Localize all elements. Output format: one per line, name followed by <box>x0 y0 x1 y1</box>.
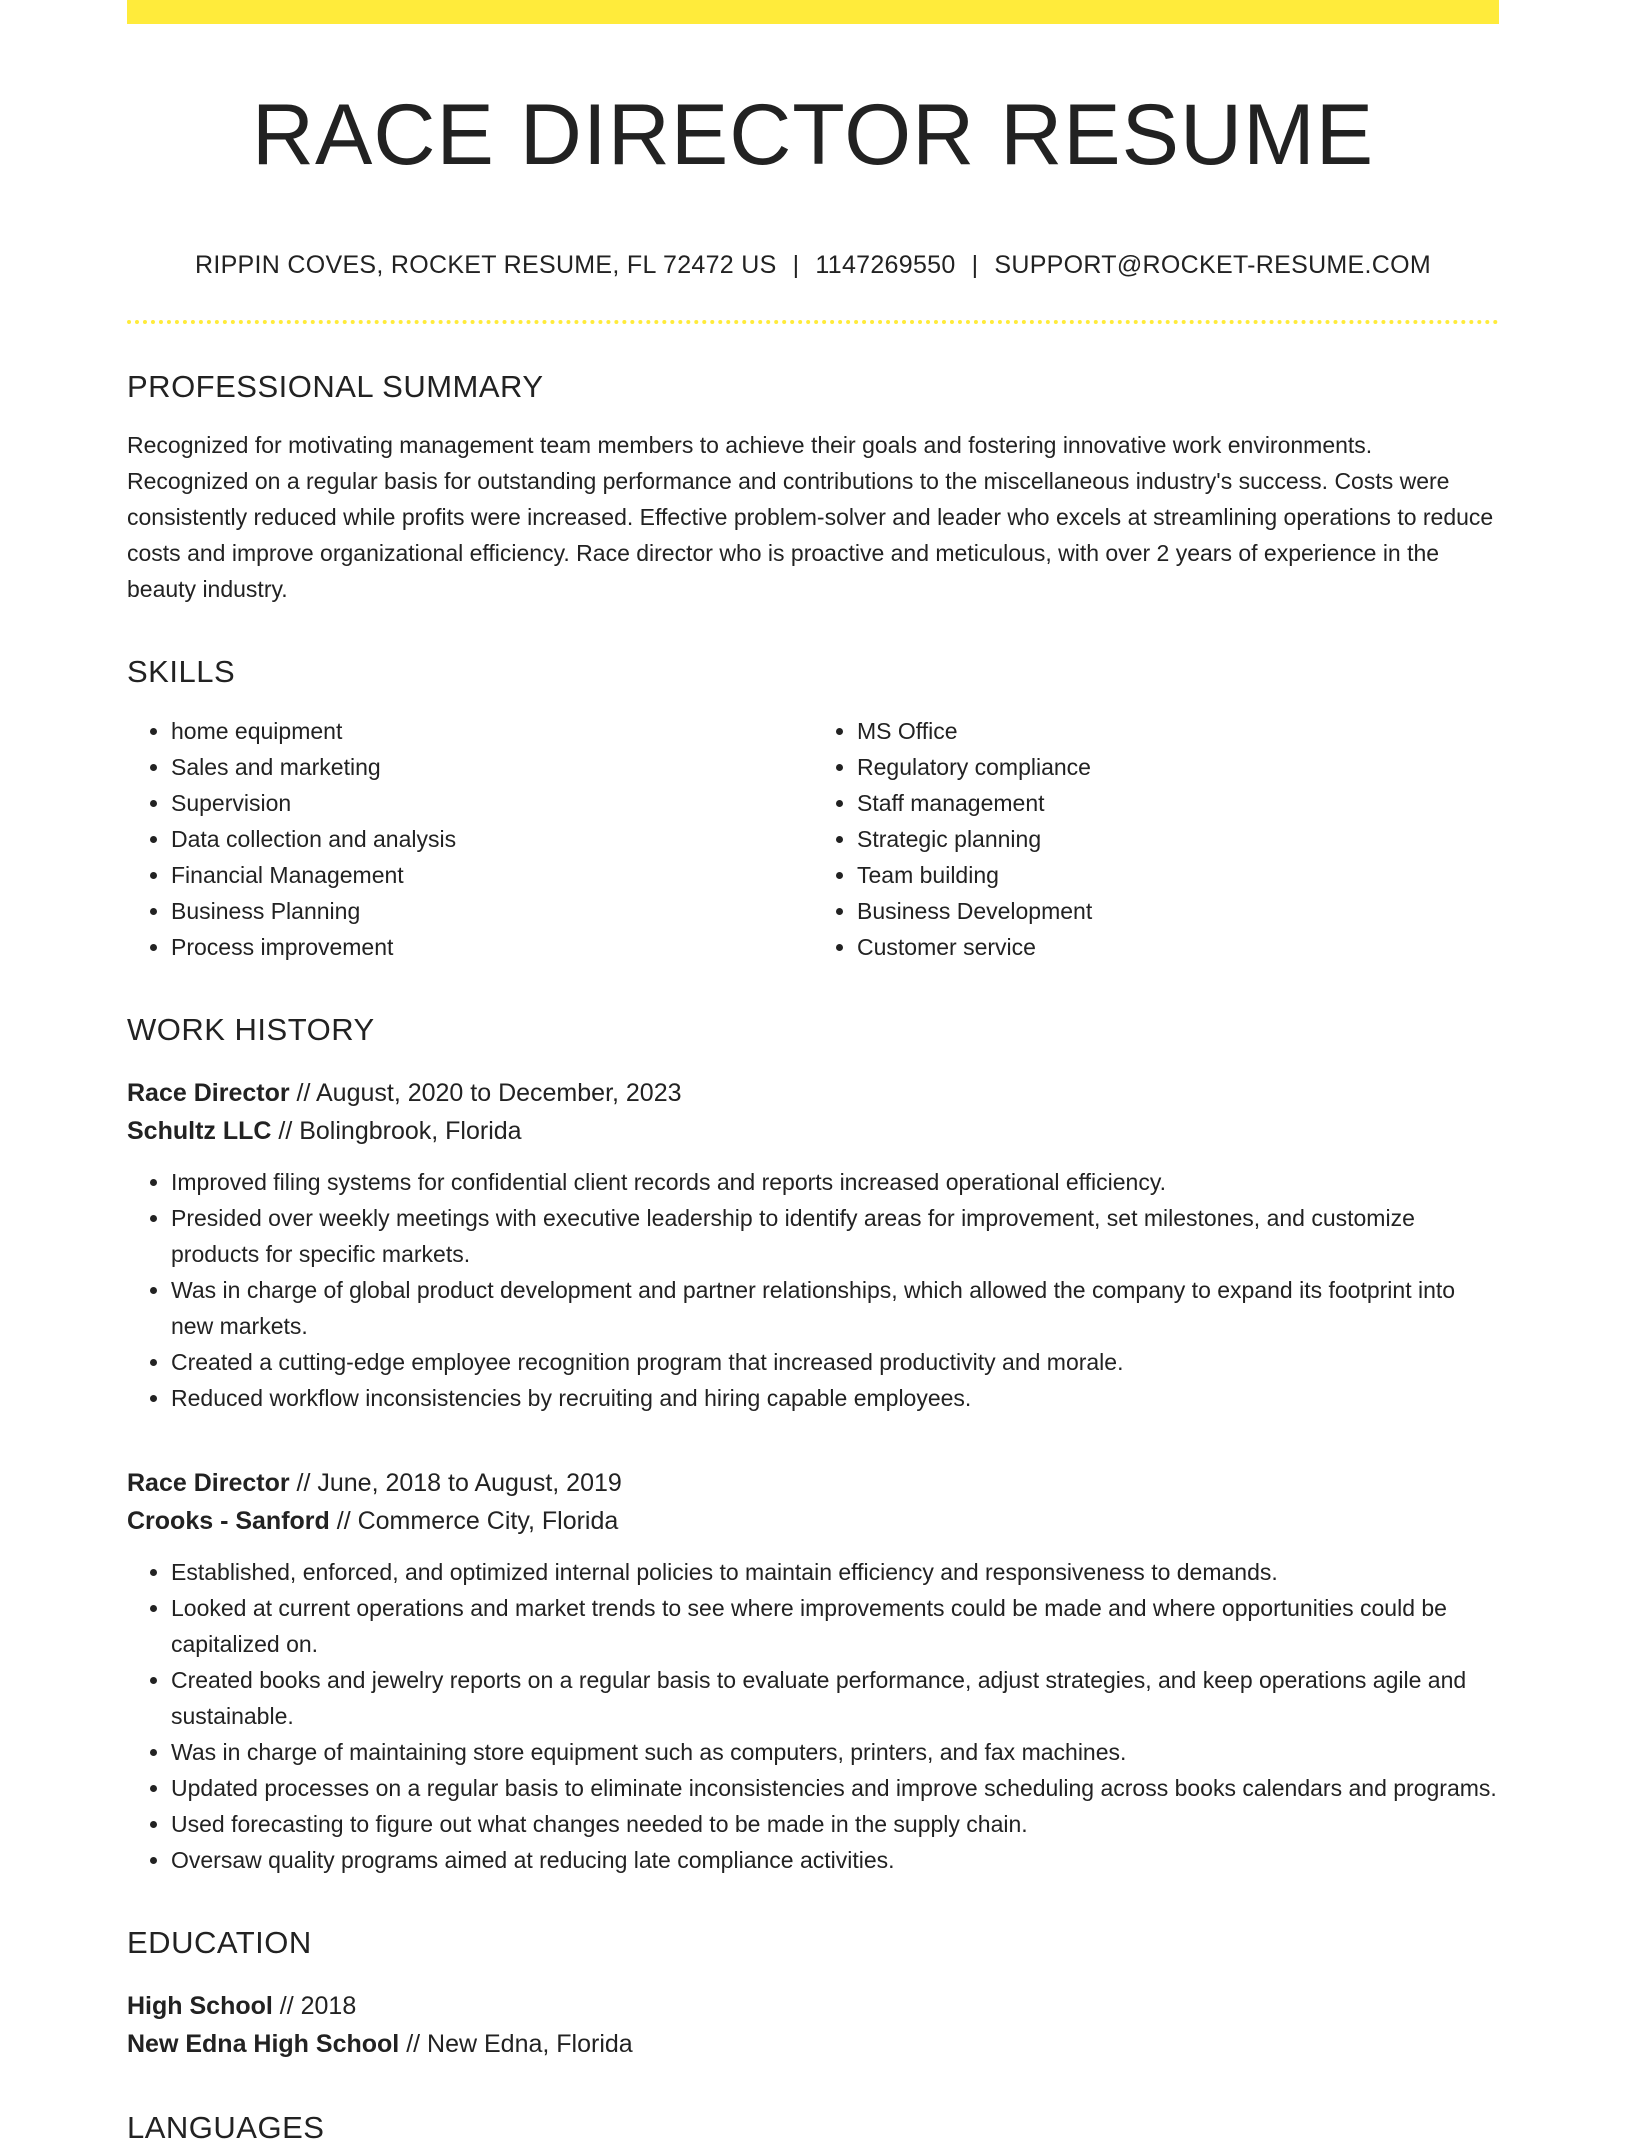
top-accent-bar <box>127 0 1499 24</box>
graduation-year: // 2018 <box>279 1991 357 2020</box>
skill-item: • Staff management <box>857 785 1499 821</box>
degree: High School <box>127 1991 273 2020</box>
skill-item: • Business Development <box>857 893 1499 929</box>
skill-item: • MS Office <box>857 713 1499 749</box>
duty-item: • Created books and jewelry reports on a regular basis to evaluate performance, adjust strategies, and keep operations agile and sustainable. <box>171 1662 1499 1734</box>
phone: 1147269550 <box>815 251 956 280</box>
languages-heading: LANGUAGES <box>127 2109 325 2145</box>
job-company-line <box>127 1112 1499 1150</box>
resume-title: RACE DIRECTOR RESUME <box>251 87 1375 183</box>
duty-item: • Presided over weekly meetings with executive leadership to identify areas for improvement, set milestones, and customize products for specific markets. <box>171 1200 1499 1272</box>
job-role-line <box>127 1074 1499 1112</box>
job-duties <box>127 1164 1499 1416</box>
skills-column-right <box>813 713 1499 965</box>
skill-item: • Strategic planning <box>857 821 1499 857</box>
summary-text: Recognized for motivating management team members to achieve their goals and fostering innovative work environments. Recognized on a regular basis for outstanding performance and contributions to the miscellaneous industry's success. Costs were consistently reduced while profits were increased. Effective problem-solver and leader who excels at streamlining operations to reduce costs and improve organizational efficiency. Race director who is proactive and meticulous, with over 2 years of experience in the beauty industry. <box>127 432 1494 603</box>
resume-page <box>127 0 1499 2146</box>
job-location: // Bolingbrook, Florida <box>278 1116 522 1145</box>
school-location: // New Edna, Florida <box>406 2029 633 2058</box>
contact-separator: | <box>971 251 979 280</box>
education-entry <box>127 1987 1499 2063</box>
skill-item: • Regulatory compliance <box>857 749 1499 785</box>
contact-separator: | <box>792 251 800 280</box>
duty-item: • Used forecasting to figure out what changes needed to be made in the supply chain. <box>171 1806 1499 1842</box>
summary-heading: PROFESSIONAL SUMMARY <box>127 369 544 405</box>
skills-heading: SKILLS <box>127 654 236 690</box>
contact-line <box>127 251 1499 280</box>
skill-item: • Financial Management <box>171 857 813 893</box>
duty-item: • Reduced workflow inconsistencies by recruiting and hiring capable employees. <box>171 1380 1499 1416</box>
education-heading: EDUCATION <box>127 1924 312 1960</box>
skill-item: • Team building <box>857 857 1499 893</box>
duty-item: • Looked at current operations and market trends to see where improvements could be made and where opportunities could be capitalized on. <box>171 1590 1499 1662</box>
job-title: Race Director <box>127 1078 290 1107</box>
duty-item: • Improved filing systems for confidential client records and reports increased operational efficiency. <box>171 1164 1499 1200</box>
job-dates: // August, 2020 to December, 2023 <box>296 1078 682 1107</box>
job-duties <box>127 1554 1499 1878</box>
duty-item: • Was in charge of maintaining store equipment such as computers, printers, and fax machines. <box>171 1734 1499 1770</box>
job-entry <box>127 1464 1499 1878</box>
skill-item: • Business Planning <box>171 893 813 929</box>
school-name: New Edna High School <box>127 2029 400 2058</box>
company-name: Crooks - Sanford <box>127 1506 330 1535</box>
duty-item: • Was in charge of global product development and partner relationships, which allowed the company to expand its footprint into new markets. <box>171 1272 1499 1344</box>
duty-item: • Updated processes on a regular basis to eliminate inconsistencies and improve scheduling across books calendars and programs. <box>171 1770 1499 1806</box>
skill-item: • home equipment <box>171 713 813 749</box>
email: SUPPORT@ROCKET-RESUME.COM <box>994 251 1432 280</box>
duty-item: • Established, enforced, and optimized internal policies to maintain efficiency and responsiveness to demands. <box>171 1554 1499 1590</box>
skills-list <box>127 713 1499 965</box>
skill-item: • Sales and marketing <box>171 749 813 785</box>
duty-item: • Oversaw quality programs aimed at reducing late compliance activities. <box>171 1842 1499 1878</box>
dotted-divider <box>127 320 1499 324</box>
job-company-line <box>127 1502 1499 1540</box>
job-title: Race Director <box>127 1468 290 1497</box>
skill-item: • Supervision <box>171 785 813 821</box>
duty-item: • Created a cutting-edge employee recognition program that increased productivity and morale. <box>171 1344 1499 1380</box>
degree-line <box>127 1987 1499 2025</box>
job-dates: // June, 2018 to August, 2019 <box>296 1468 622 1497</box>
skill-item: • Customer service <box>857 929 1499 965</box>
company-name: Schultz LLC <box>127 1116 272 1145</box>
school-line <box>127 2025 1499 2063</box>
skill-item: • Process improvement <box>171 929 813 965</box>
skill-item: • Data collection and analysis <box>171 821 813 857</box>
address: RIPPIN COVES, ROCKET RESUME, FL 72472 US <box>194 251 777 280</box>
job-location: // Commerce City, Florida <box>336 1506 619 1535</box>
skills-column-left <box>127 713 813 965</box>
job-entry <box>127 1074 1499 1416</box>
work-history-heading: WORK HISTORY <box>127 1011 375 1047</box>
job-role-line <box>127 1464 1499 1502</box>
